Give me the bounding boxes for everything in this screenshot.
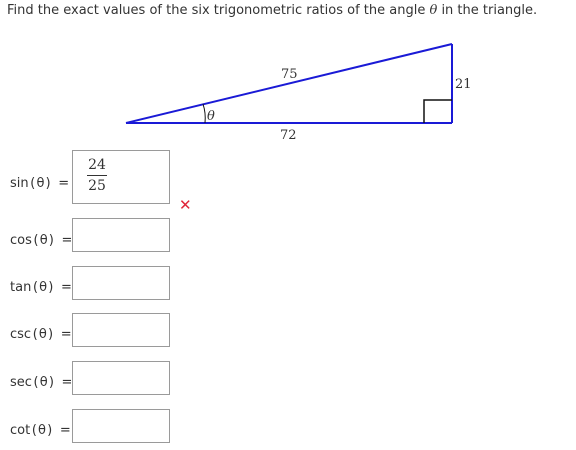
question-suffix: in the triangle. [441,3,538,18]
tan-fn: tan [10,280,32,295]
tan-answer-box[interactable] [72,266,170,300]
sin-equals: = [58,176,70,191]
csc-fn: csc [10,327,32,342]
cot-fn: cot [10,423,31,438]
tan-theta: θ [39,280,48,295]
adjacent-label: 72 [280,128,297,143]
csc-answer-box[interactable] [72,313,170,347]
fraction-bar [87,175,107,176]
sin-denominator: 25 [88,178,106,194]
hypotenuse-side [126,44,452,123]
cot-theta: θ [38,423,46,438]
sec-label: sec(θ) = [10,375,73,390]
theta-symbol: θ [429,3,438,18]
sin-numerator: 24 [88,157,106,173]
sin-fraction [87,156,107,195]
csc-equals: = [60,327,72,342]
opposite-label: 21 [455,77,472,92]
sin-theta: θ [36,176,45,191]
sec-answer-box[interactable] [72,361,170,395]
angle-arc [203,104,205,123]
tan-equals: = [60,280,72,295]
incorrect-icon: ✕ [179,196,192,214]
triangle [126,44,452,123]
cot-equals: = [59,423,71,438]
cot-answer-box[interactable] [72,409,170,443]
sec-equals: = [61,375,73,390]
right-angle-marker [424,100,452,123]
sec-theta: θ [39,375,48,390]
tan-label: tan(θ) = [10,280,72,295]
angle-label: θ [207,109,215,124]
sin-answer-box[interactable] [72,150,170,204]
sin-label: sin(θ) = [10,176,70,191]
sin-fn: sin [10,176,29,191]
csc-theta: θ [38,327,47,342]
sec-fn: sec [10,375,32,390]
cos-equals: = [61,233,73,248]
hypotenuse-label: 75 [281,67,298,82]
question-prefix: Find the exact values of the six trigonometric ratios of the angle [7,3,426,18]
cos-answer-box[interactable] [72,218,170,252]
cos-fn: cos [10,233,32,248]
cos-theta: θ [39,233,48,248]
csc-label: csc(θ) = [10,327,72,342]
cos-label: cos(θ) = [10,233,73,248]
cot-label: cot(θ) = [10,423,71,438]
